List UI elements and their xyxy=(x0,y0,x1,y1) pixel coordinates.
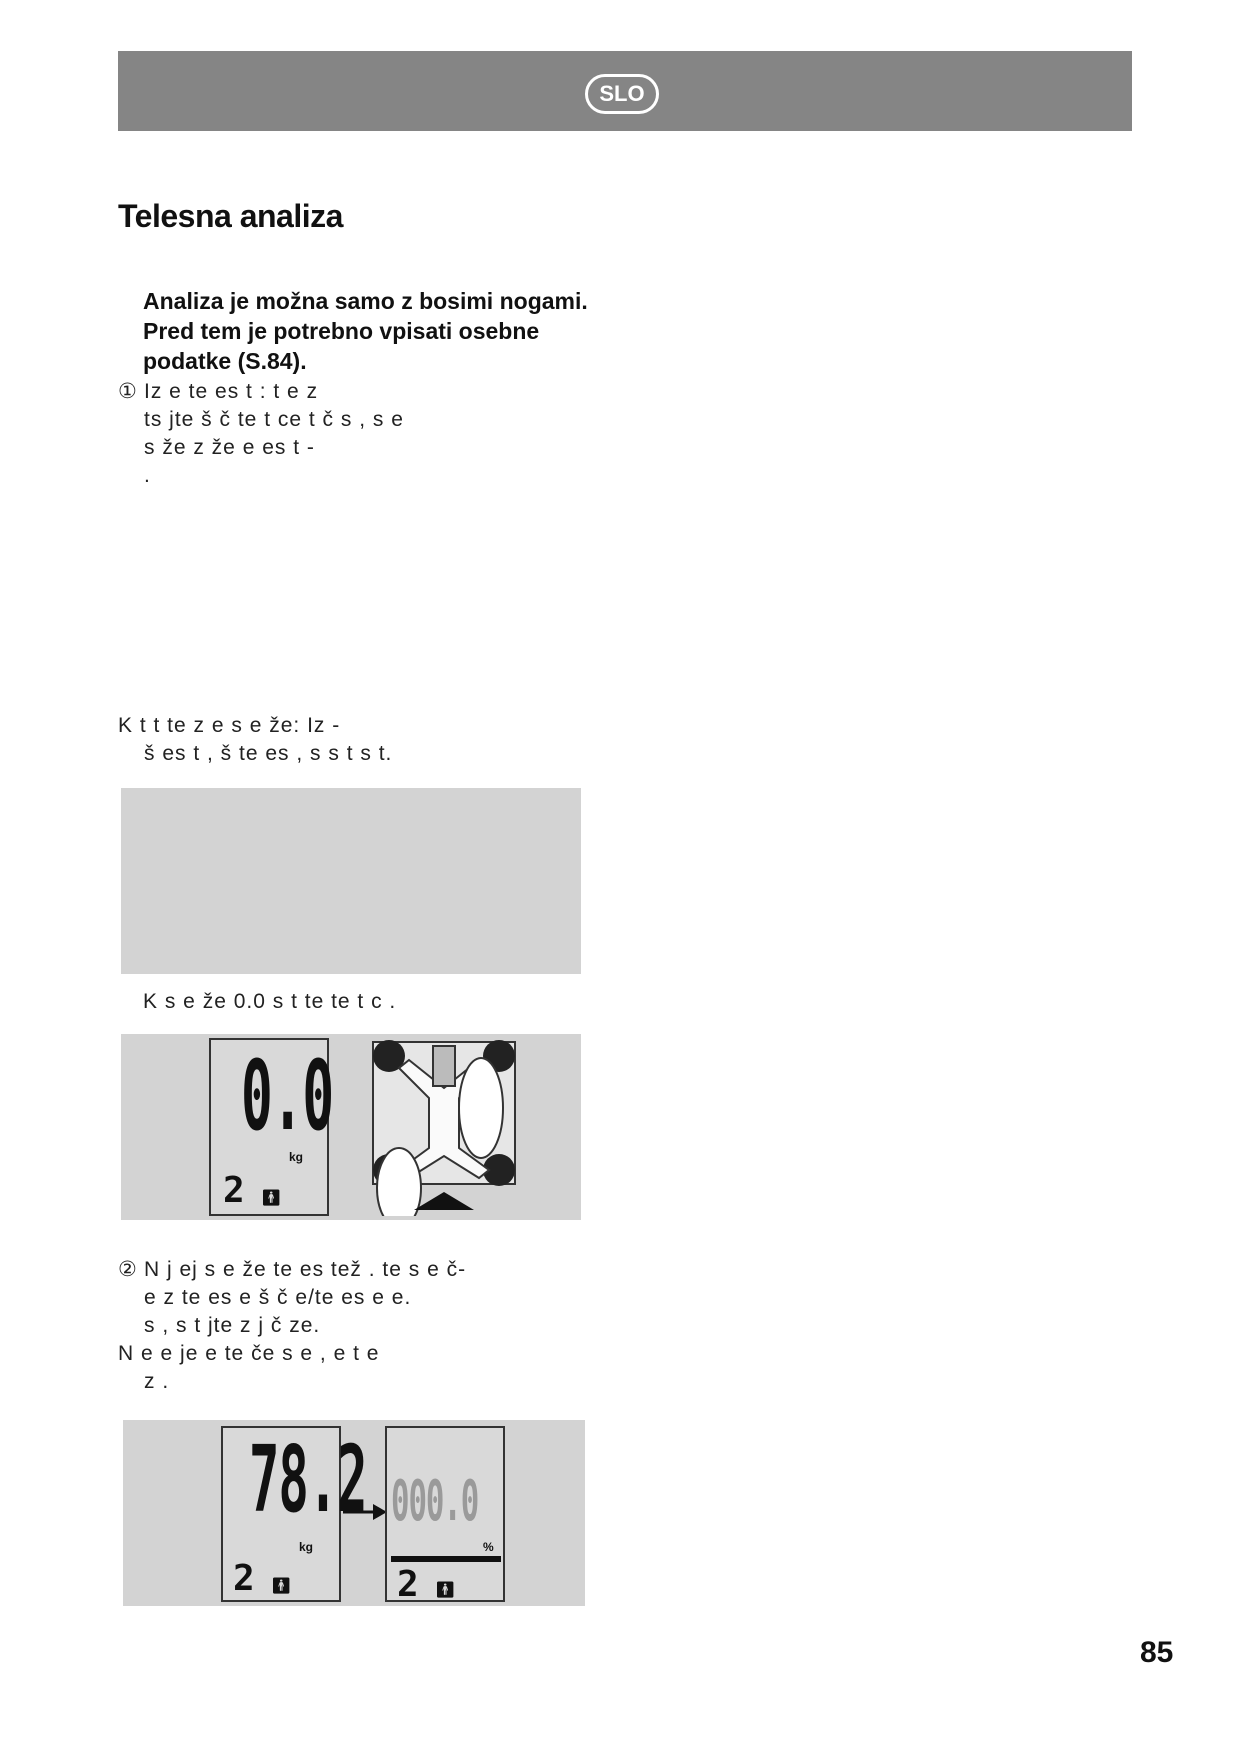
language-badge: SLO xyxy=(585,74,659,114)
lcd-fat-display xyxy=(385,1426,505,1605)
step1-line: . xyxy=(144,464,151,487)
step2-line: z . xyxy=(144,1370,170,1393)
lcd-weight-display xyxy=(221,1426,367,1602)
step1-line: ① Iz e te es t : t e z xyxy=(118,378,608,406)
step2-paragraph xyxy=(118,1256,618,1396)
scale-illustration xyxy=(369,1038,519,1216)
lcd-weight-digits: 0.0 xyxy=(241,1040,334,1152)
step2-line: s , s t jte z j č ze. xyxy=(144,1314,321,1337)
lcd-user-number: 2 xyxy=(223,1170,245,1211)
figure-weight-to-fat xyxy=(123,1420,585,1606)
note-line: š es t , š te es , s s t s t. xyxy=(144,742,393,765)
person-icon: 🚹︎ xyxy=(271,1578,292,1595)
step2-number: ② xyxy=(118,1258,138,1281)
note-line: K t t te z e s e že: Iz - xyxy=(118,714,341,737)
page-number: 85 xyxy=(1140,1636,1174,1669)
figure-placeholder xyxy=(121,788,581,974)
arrow-up-icon xyxy=(414,1192,474,1210)
figure-display-and-scale xyxy=(121,1034,581,1220)
lcd-unit: kg xyxy=(289,1150,304,1164)
lcd-fat-value: 000.0 xyxy=(391,1469,479,1534)
lcd-weight-unit: kg xyxy=(299,1540,314,1554)
step1-number: ① xyxy=(118,380,138,403)
step2-line: ② N j ej s e že te es tež . te s e č- xyxy=(118,1256,618,1284)
lcd-user-number: 2 xyxy=(397,1564,419,1605)
instruction-line: K s e že 0.0 s t te te t c . xyxy=(143,990,397,1013)
lcd-weight-value: 78.2 xyxy=(249,1426,367,1533)
step2-line: N e e je e te če s e , e t e xyxy=(118,1342,380,1365)
lcd-fat-bar xyxy=(391,1556,501,1562)
step2-line: e z te es e š č e/te es e e. xyxy=(144,1286,412,1309)
lcd-fat-unit: % xyxy=(483,1540,494,1554)
lcd-user-number: 2 xyxy=(233,1558,255,1599)
notice-text: Analiza je možna samo z bosimi nogami. Pred tem je potrebno vpisati osebne podatke (S.84). xyxy=(143,288,588,374)
step1-line: ts jte š č te t ce t č s , s e xyxy=(144,408,404,431)
person-icon: 🚹︎ xyxy=(261,1190,282,1207)
note-paragraph xyxy=(118,712,608,768)
person-icon: 🚹︎ xyxy=(435,1582,456,1599)
step1-line: s že z že e es t - xyxy=(144,436,315,459)
foot-right xyxy=(459,1058,503,1158)
foot-left xyxy=(377,1148,421,1216)
lcd-display xyxy=(209,1038,334,1216)
scale-mini-display xyxy=(433,1046,455,1086)
page-title: Telesna analiza xyxy=(118,198,343,234)
arrow-right-icon xyxy=(343,1502,387,1522)
step1-paragraph xyxy=(118,378,608,490)
